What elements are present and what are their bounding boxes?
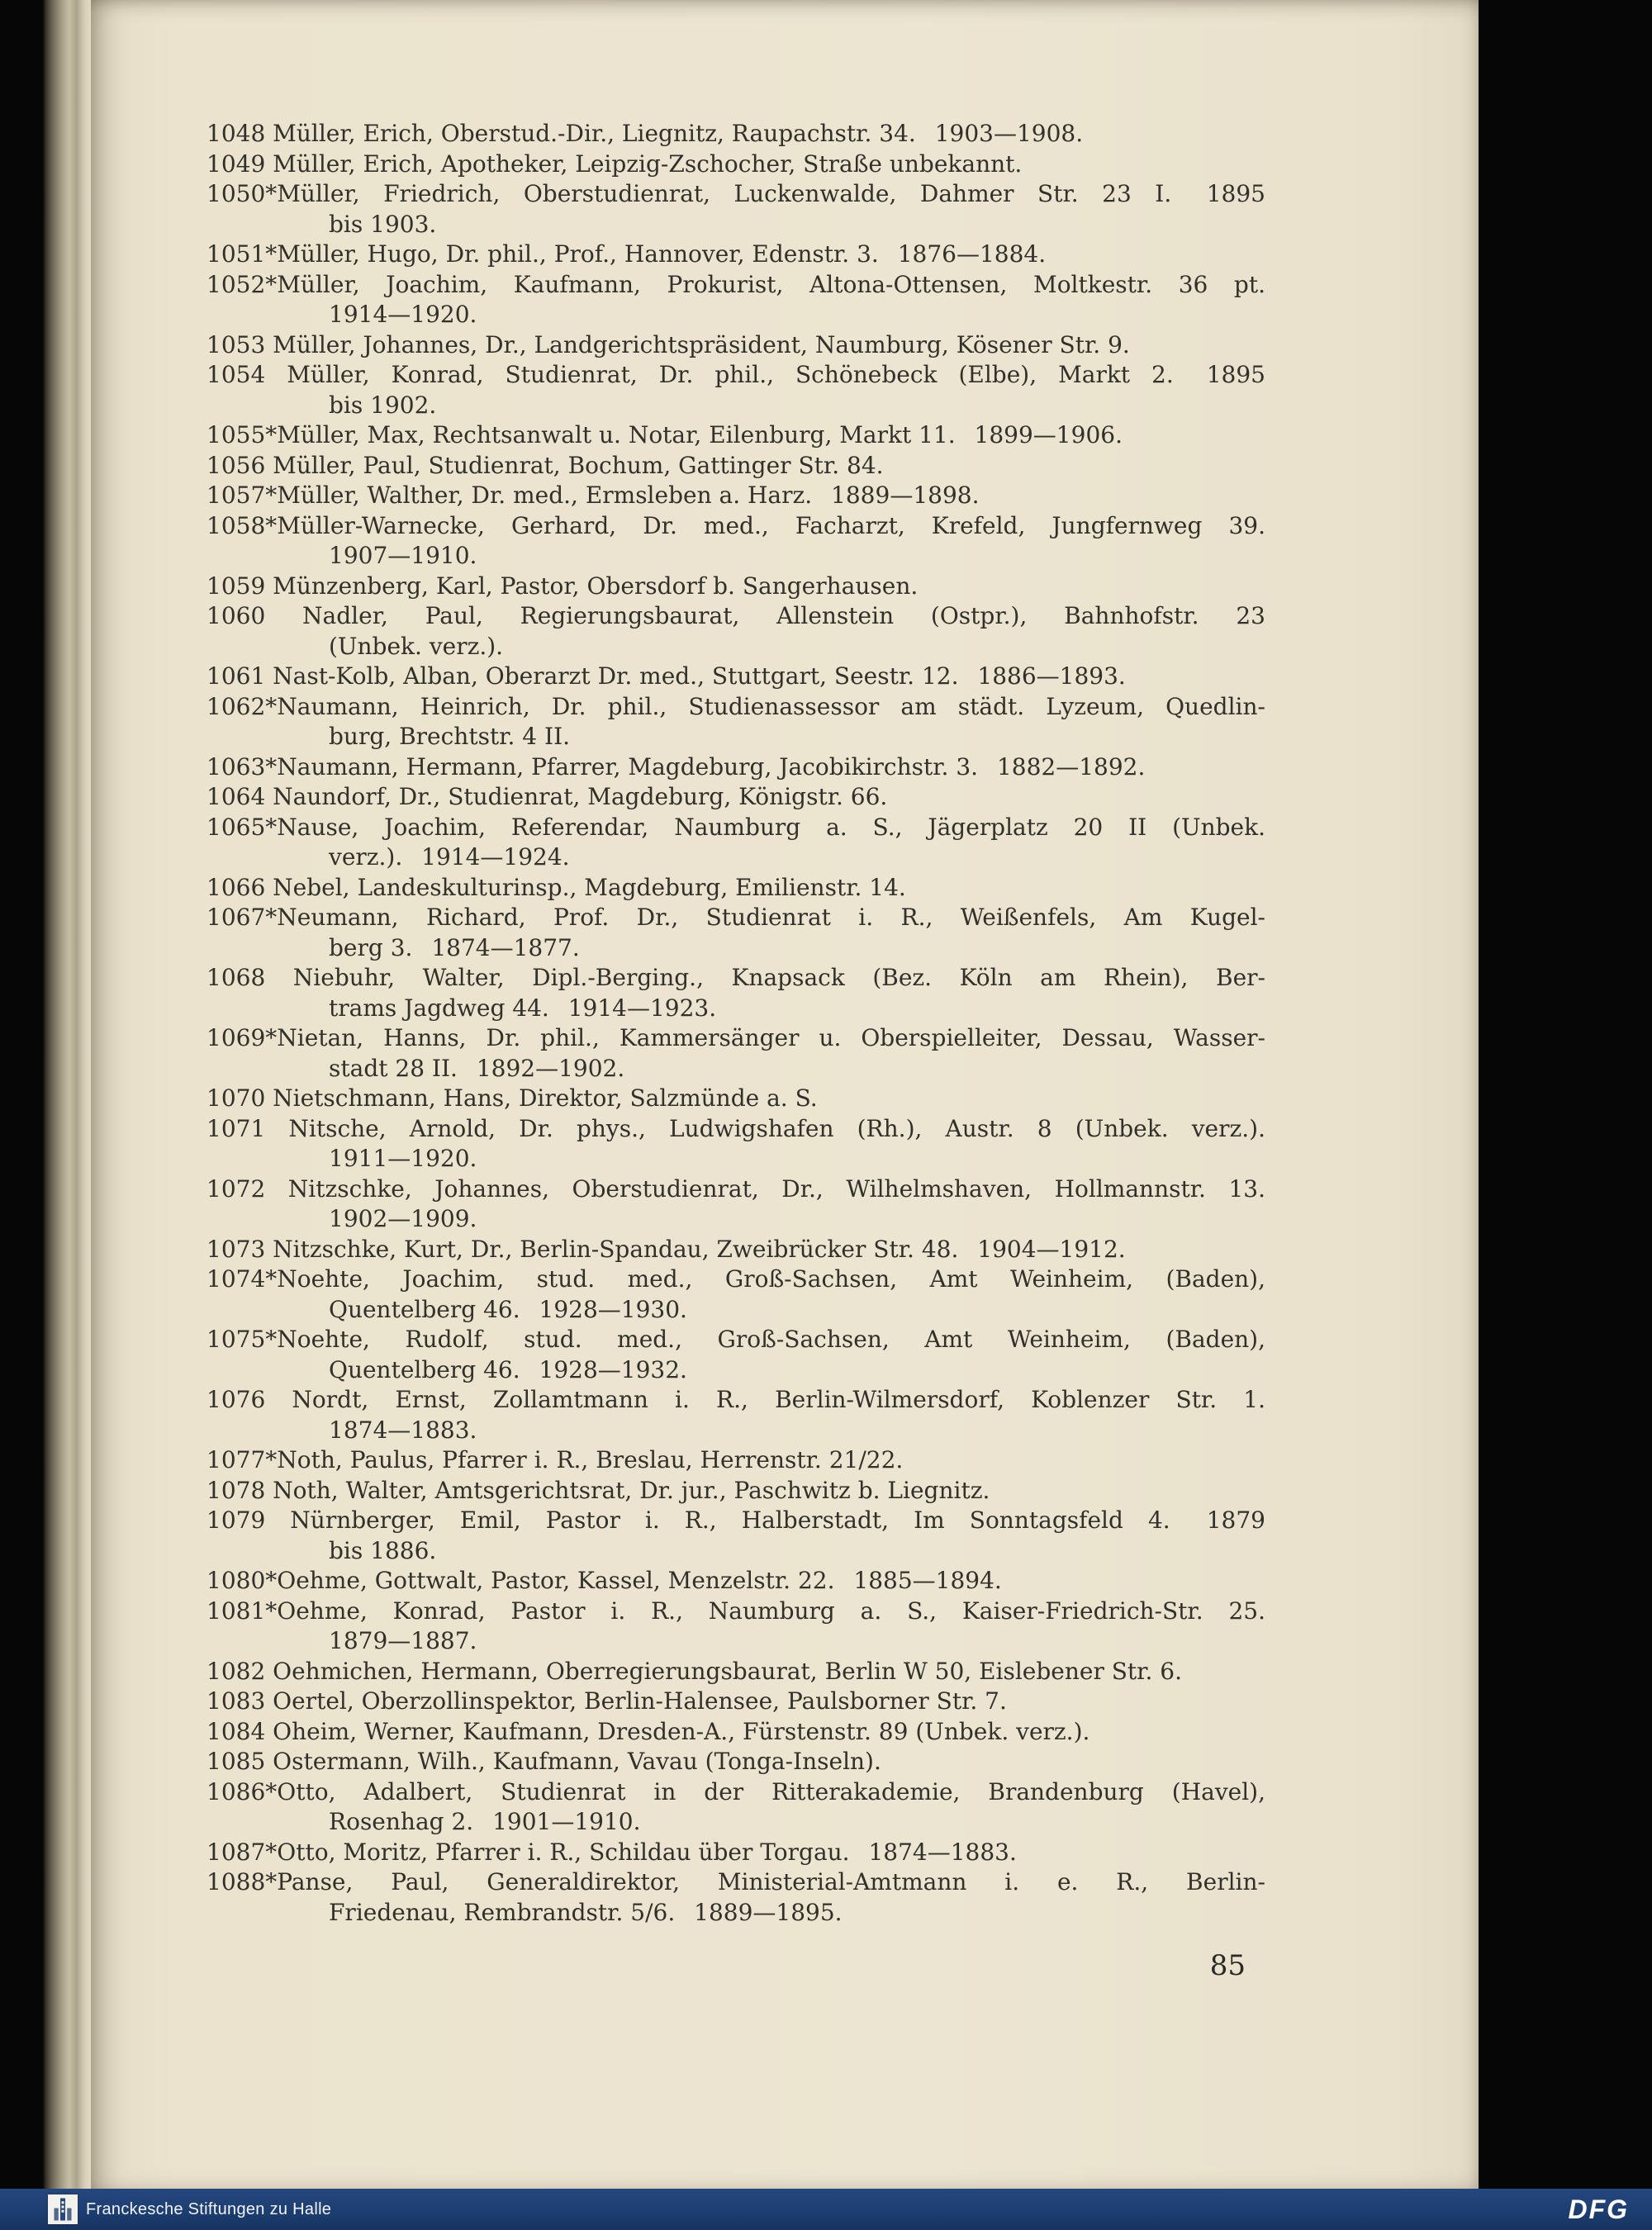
- entry-first-line: 1057*Müller, Walther, Dr. med., Ermsleben a. Harz. 1889—1898.: [206, 482, 980, 509]
- directory-entry: [206, 270, 1265, 330]
- entry-first-line: 1064 Naundorf, Dr., Studienrat, Magdeburg, Königstr. 66.: [206, 783, 888, 810]
- institution-name: Franckesche Stiftungen zu Halle: [86, 2199, 332, 2218]
- entry-first-line: 1063*Naumann, Hermann, Pfarrer, Magdeburg, Jacobikirchstr. 3. 1882—1892.: [206, 752, 1146, 780]
- directory-entry: [206, 1566, 1265, 1597]
- viewer-footer-bar: [0, 2189, 1652, 2230]
- directory-entry: [206, 903, 1265, 963]
- entry-continuation-line: 1902—1909.: [329, 1205, 477, 1232]
- entry-first-line: 1080*Oehme, Gottwalt, Pastor, Kassel, Menzelstr. 22. 1885—1894.: [206, 1567, 1002, 1594]
- directory-entry: [206, 1747, 1265, 1777]
- entry-first-line: 1086*Otto, Adalbert, Studienrat in der Ritterakademie, Brandenburg (Havel),: [206, 1777, 1265, 1805]
- directory-entry: [206, 1506, 1265, 1566]
- entry-first-line: 1066 Nebel, Landeskulturinsp., Magdeburg, Emilienstr. 14.: [206, 873, 906, 901]
- directory-entry: [206, 451, 1265, 482]
- entry-first-line: 1082 Oehmichen, Hermann, Oberregierungsbaurat, Berlin W 50, Eislebener Str. 6.: [206, 1657, 1183, 1685]
- entry-first-line: 1079 Nürnberger, Emil, Pastor i. R., Halberstadt, Im Sonntagsfeld 4. 1879: [206, 1506, 1265, 1534]
- directory-entry: [206, 1325, 1265, 1385]
- entry-first-line: 1088*Panse, Paul, Generaldirektor, Ministerial-Amtmann i. e. R., Berlin-: [206, 1868, 1265, 1896]
- entry-first-line: 1061 Nast-Kolb, Alban, Oberarzt Dr. med., Stuttgart, Seestr. 12. 1886—1893.: [206, 662, 1126, 690]
- entry-continuation-line: Quentelberg 46. 1928—1930.: [329, 1295, 687, 1323]
- directory-entry: [206, 692, 1265, 752]
- directory-entry: [206, 782, 1265, 813]
- directory-entry: [206, 1235, 1265, 1265]
- entry-list: [206, 0, 1265, 1928]
- directory-entry: [206, 119, 1265, 149]
- entry-continuation-line: bis 1903.: [329, 210, 437, 238]
- directory-entry: [206, 572, 1265, 602]
- entry-first-line: 1056 Müller, Paul, Studienrat, Bochum, Gattinger Str. 84.: [206, 451, 884, 479]
- entry-continuation-line: bis 1886.: [329, 1536, 437, 1564]
- entry-first-line: 1065*Nause, Joachim, Referendar, Naumburg a. S., Jägerplatz 20 II (Unbek.: [206, 813, 1265, 841]
- book-page-edges: [43, 0, 91, 2189]
- entry-first-line: 1050*Müller, Friedrich, Oberstudienrat, Luckenwalde, Dahmer Str. 23 I. 1895: [206, 180, 1265, 207]
- entry-continuation-line: 1911—1920.: [329, 1145, 477, 1172]
- directory-entry: [206, 511, 1265, 572]
- entry-first-line: 1069*Nietan, Hanns, Dr. phil., Kammersänger u. Oberspielleiter, Dessau, Wasser-: [206, 1024, 1265, 1051]
- directory-entry: [206, 813, 1265, 873]
- entry-continuation-line: verz.). 1914—1924.: [329, 843, 570, 871]
- directory-entry: [206, 330, 1265, 361]
- directory-entry: [206, 481, 1265, 511]
- entry-first-line: 1074*Noehte, Joachim, stud. med., Groß-Sachsen, Amt Weinheim, (Baden),: [206, 1265, 1265, 1293]
- entry-continuation-line: bis 1902.: [329, 391, 437, 419]
- entry-first-line: 1083 Oertel, Oberzollinspektor, Berlin-Halensee, Paulsborner Str. 7.: [206, 1687, 1007, 1715]
- entry-continuation-line: trams Jagdweg 44. 1914—1923.: [329, 994, 717, 1022]
- entry-first-line: 1081*Oehme, Konrad, Pastor i. R., Naumburg a. S., Kaiser-Friedrich-Str. 25.: [206, 1597, 1265, 1625]
- directory-entry: [206, 873, 1265, 904]
- directory-entry: [206, 1717, 1265, 1748]
- directory-entry: [206, 360, 1265, 420]
- directory-entry: [206, 1867, 1265, 1928]
- entry-first-line: 1054 Müller, Konrad, Studienrat, Dr. phil., Schönebeck (Elbe), Markt 2. 1895: [206, 361, 1265, 388]
- entry-first-line: 1059 Münzenberg, Karl, Pastor, Obersdorf b. Sangerhausen.: [206, 572, 919, 600]
- directory-entry: [206, 240, 1265, 270]
- directory-entry: [206, 1838, 1265, 1868]
- entry-first-line: 1048 Müller, Erich, Oberstud.-Dir., Liegnitz, Raupachstr. 34. 1903—1908.: [206, 120, 1084, 147]
- entry-first-line: 1058*Müller-Warnecke, Gerhard, Dr. med., Facharzt, Krefeld, Jungfernweg 39.: [206, 511, 1265, 539]
- directory-entry: [206, 1084, 1265, 1114]
- entry-first-line: 1084 Oheim, Werner, Kaufmann, Dresden-A., Fürstenstr. 89 (Unbek. verz.).: [206, 1717, 1090, 1745]
- entry-first-line: 1062*Naumann, Heinrich, Dr. phil., Studienassessor am städt. Lyzeum, Quedlin-: [206, 692, 1265, 720]
- entry-continuation-line: 1914—1920.: [329, 301, 477, 328]
- institution-brand-link[interactable]: [48, 2194, 331, 2224]
- entry-first-line: 1073 Nitzschke, Kurt, Dr., Berlin-Spandau, Zweibrücker Str. 48. 1904—1912.: [206, 1235, 1126, 1263]
- directory-entry: [206, 963, 1265, 1023]
- entry-first-line: 1075*Noehte, Rudolf, stud. med., Groß-Sachsen, Amt Weinheim, (Baden),: [206, 1326, 1265, 1353]
- entry-continuation-line: Rosenhag 2. 1901—1910.: [329, 1808, 641, 1835]
- entry-first-line: 1049 Müller, Erich, Apotheker, Leipzig-Zschocher, Straße unbekannt.: [206, 149, 1023, 178]
- entry-first-line: 1085 Ostermann, Wilh., Kaufmann, Vavau (Tonga-Inseln).: [206, 1748, 881, 1775]
- directory-entry: [206, 752, 1265, 783]
- entry-continuation-line: (Unbek. verz.).: [329, 632, 504, 660]
- book-page: [91, 0, 1479, 2189]
- entry-continuation-line: berg 3. 1874—1877.: [329, 933, 580, 961]
- directory-entry: [206, 601, 1265, 662]
- entry-continuation-line: Friedenau, Rembrandstr. 5/6. 1889—1895.: [329, 1898, 843, 1926]
- directory-entry: [206, 179, 1265, 240]
- entry-first-line: 1051*Müller, Hugo, Dr. phil., Prof., Hannover, Edenstr. 3. 1876—1884.: [206, 240, 1047, 268]
- entry-first-line: 1078 Noth, Walter, Amtsgerichtsrat, Dr. jur., Paschwitz b. Liegnitz.: [206, 1476, 990, 1504]
- directory-entry: [206, 1657, 1265, 1687]
- entry-first-line: 1072 Nitzschke, Johannes, Oberstudienrat, Dr., Wilhelmshaven, Hollmannstr. 13.: [206, 1174, 1265, 1203]
- entry-continuation-line: Quentelberg 46. 1928—1932.: [329, 1355, 687, 1383]
- entry-first-line: 1060 Nadler, Paul, Regierungsbaurat, Allenstein (Ostpr.), Bahnhofstr. 23: [206, 602, 1265, 629]
- entry-continuation-line: 1874—1883.: [329, 1416, 477, 1444]
- dfg-logo[interactable]: DFG: [1568, 2194, 1629, 2224]
- directory-entry: [206, 1023, 1265, 1084]
- page-number: 85: [1209, 1949, 1246, 1982]
- entry-first-line: 1087*Otto, Moritz, Pfarrer i. R., Schildau über Torgau. 1874—1883.: [206, 1838, 1017, 1866]
- directory-entry: [206, 1777, 1265, 1838]
- entry-first-line: 1070 Nietschmann, Hans, Direktor, Salzmünde a. S.: [206, 1084, 818, 1112]
- entry-continuation-line: burg, Brechtstr. 4 II.: [329, 723, 571, 750]
- directory-entry: [206, 1597, 1265, 1657]
- directory-entry: [206, 1687, 1265, 1717]
- directory-entry: [206, 1476, 1265, 1506]
- entry-continuation-line: 1907—1910.: [329, 542, 477, 569]
- entry-first-line: 1077*Noth, Paulus, Pfarrer i. R., Breslau, Herrenstr. 21/22.: [206, 1446, 904, 1473]
- entry-first-line: 1076 Nordt, Ernst, Zollamtmann i. R., Berlin-Wilmersdorf, Koblenzer Str. 1.: [206, 1386, 1265, 1413]
- entry-continuation-line: 1879—1887.: [329, 1627, 477, 1654]
- entry-first-line: 1055*Müller, Max, Rechtsanwalt u. Notar, Eilenburg, Markt 11. 1899—1906.: [206, 421, 1123, 448]
- directory-entry: [206, 1174, 1265, 1235]
- entry-first-line: 1068 Niebuhr, Walter, Dipl.-Berging., Knapsack (Bez. Köln am Rhein), Ber-: [206, 964, 1265, 991]
- directory-entry: [206, 1114, 1265, 1174]
- directory-entry: [206, 1385, 1265, 1445]
- directory-entry: [206, 420, 1265, 451]
- entry-first-line: 1067*Neumann, Richard, Prof. Dr., Studienrat i. R., Weißenfels, Am Kugel-: [206, 904, 1265, 931]
- directory-entry: [206, 662, 1265, 692]
- directory-entry: [206, 149, 1265, 180]
- franckesche-stiftungen-logo-icon: [48, 2194, 78, 2224]
- entry-continuation-line: stadt 28 II. 1892—1902.: [329, 1054, 625, 1082]
- directory-entry: [206, 1264, 1265, 1325]
- directory-entry: [206, 1445, 1265, 1476]
- entry-first-line: 1052*Müller, Joachim, Kaufmann, Prokurist, Altona-Ottensen, Moltkestr. 36 pt.: [206, 270, 1265, 298]
- entry-first-line: 1053 Müller, Johannes, Dr., Landgerichtspräsident, Naumburg, Kösener Str. 9.: [206, 330, 1130, 358]
- entry-first-line: 1071 Nitsche, Arnold, Dr. phys., Ludwigshafen (Rh.), Austr. 8 (Unbek. verz.).: [206, 1114, 1265, 1142]
